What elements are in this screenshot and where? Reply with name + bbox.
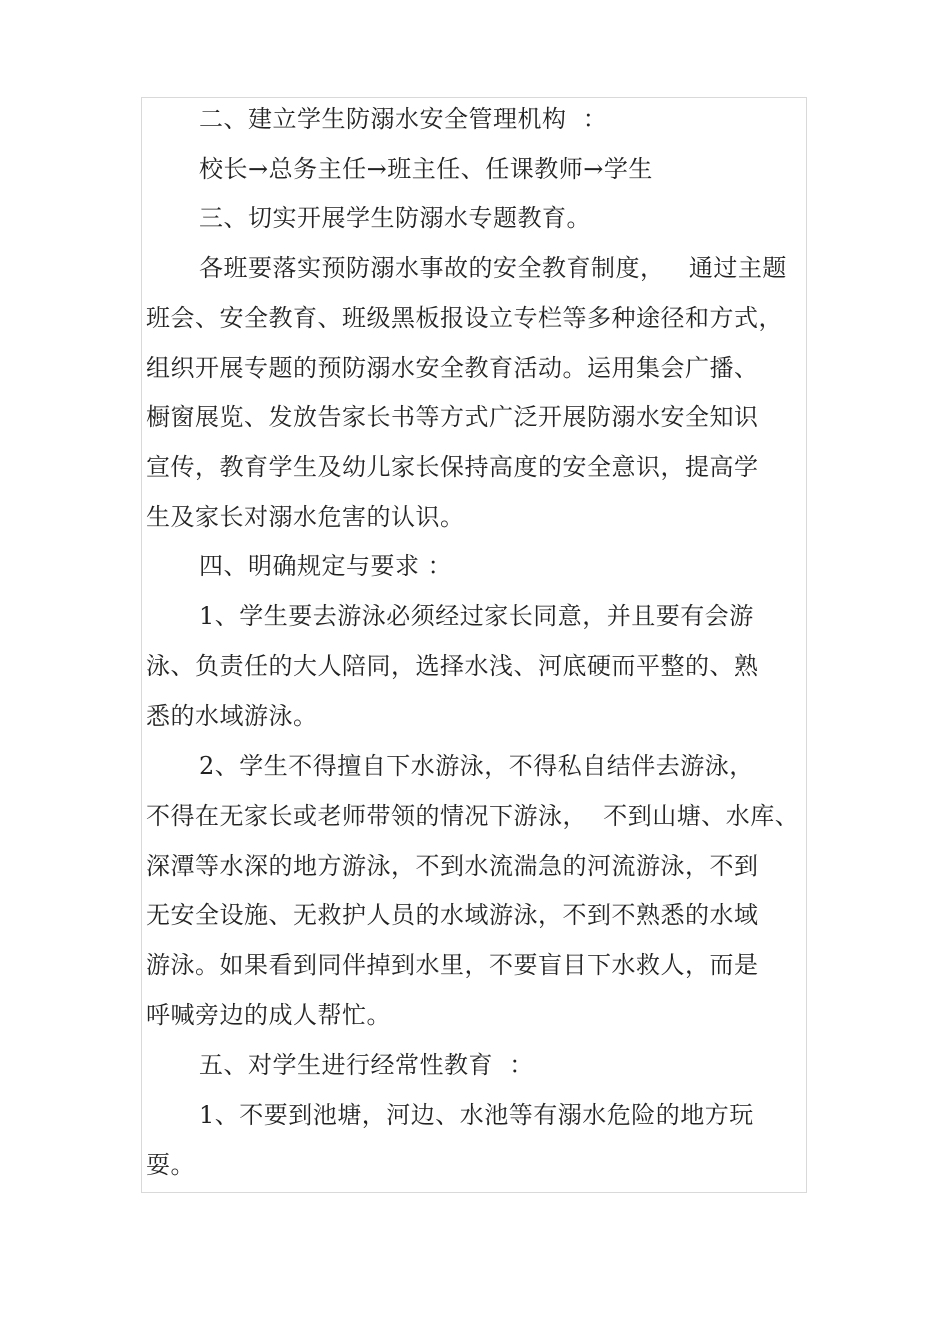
rule-1-line: 泳、负责任的大人陪同，选择水浅、河底硬而平整的、熟	[146, 652, 759, 680]
paragraph-line: 各班要落实预防溺水事故的安全教育制度， 通过主题	[199, 254, 787, 282]
rule-2-line: 深潭等水深的地方游泳，不到水流湍急的河流游泳，不到	[146, 852, 759, 880]
rule-2-line: 无安全设施、无救护人员的水域游泳，不到不熟悉的水域	[146, 901, 759, 929]
rule-2-line: 2、学生不得擅自下水游泳，不得私自结伴去游泳，	[199, 752, 754, 780]
paragraph-line: 橱窗展览、发放告家长书等方式广泛开展防溺水安全知识	[146, 403, 759, 431]
rule-1-line: 悉的水域游泳。	[146, 702, 318, 730]
section-heading-5: 五、对学生进行经常性教育 ：	[199, 1051, 534, 1079]
education-item-1: 1、不要到池塘，河边、水池等有溺水危险的地方玩	[199, 1101, 754, 1129]
rule-2-line: 呼喊旁边的成人帮忙。	[146, 1001, 391, 1029]
section-heading-2: 二、建立学生防溺水安全管理机构 ：	[199, 105, 608, 133]
rule-1-line: 1、学生要去游泳必须经过家长同意，并且要有会游	[199, 602, 754, 630]
section-heading-4: 四、明确规定与要求 ：	[199, 552, 453, 580]
paragraph-line: 班会、安全教育、班级黑板报设立专栏等多种途径和方式，	[146, 304, 783, 332]
paragraph-line: 宣传，教育学生及幼儿家长保持高度的安全意识，提高学	[146, 453, 759, 481]
paragraph-line: 组织开展专题的预防溺水安全教育活动。运用集会广播、	[146, 354, 759, 382]
rule-2-line: 游泳。如果看到同伴掉到水里，不要盲目下水救人，而是	[146, 951, 759, 979]
section-heading-3: 三、切实开展学生防溺水专题教育。	[199, 204, 591, 232]
rule-2-line: 不得在无家长或老师带领的情况下游泳， 不到山塘、水库、	[146, 802, 800, 830]
paragraph-line: 生及家长对溺水危害的认识。	[146, 503, 465, 531]
management-chain: 校长→总务主任→班主任、任课教师→学生	[199, 155, 653, 183]
education-item-1: 耍。	[146, 1151, 195, 1179]
